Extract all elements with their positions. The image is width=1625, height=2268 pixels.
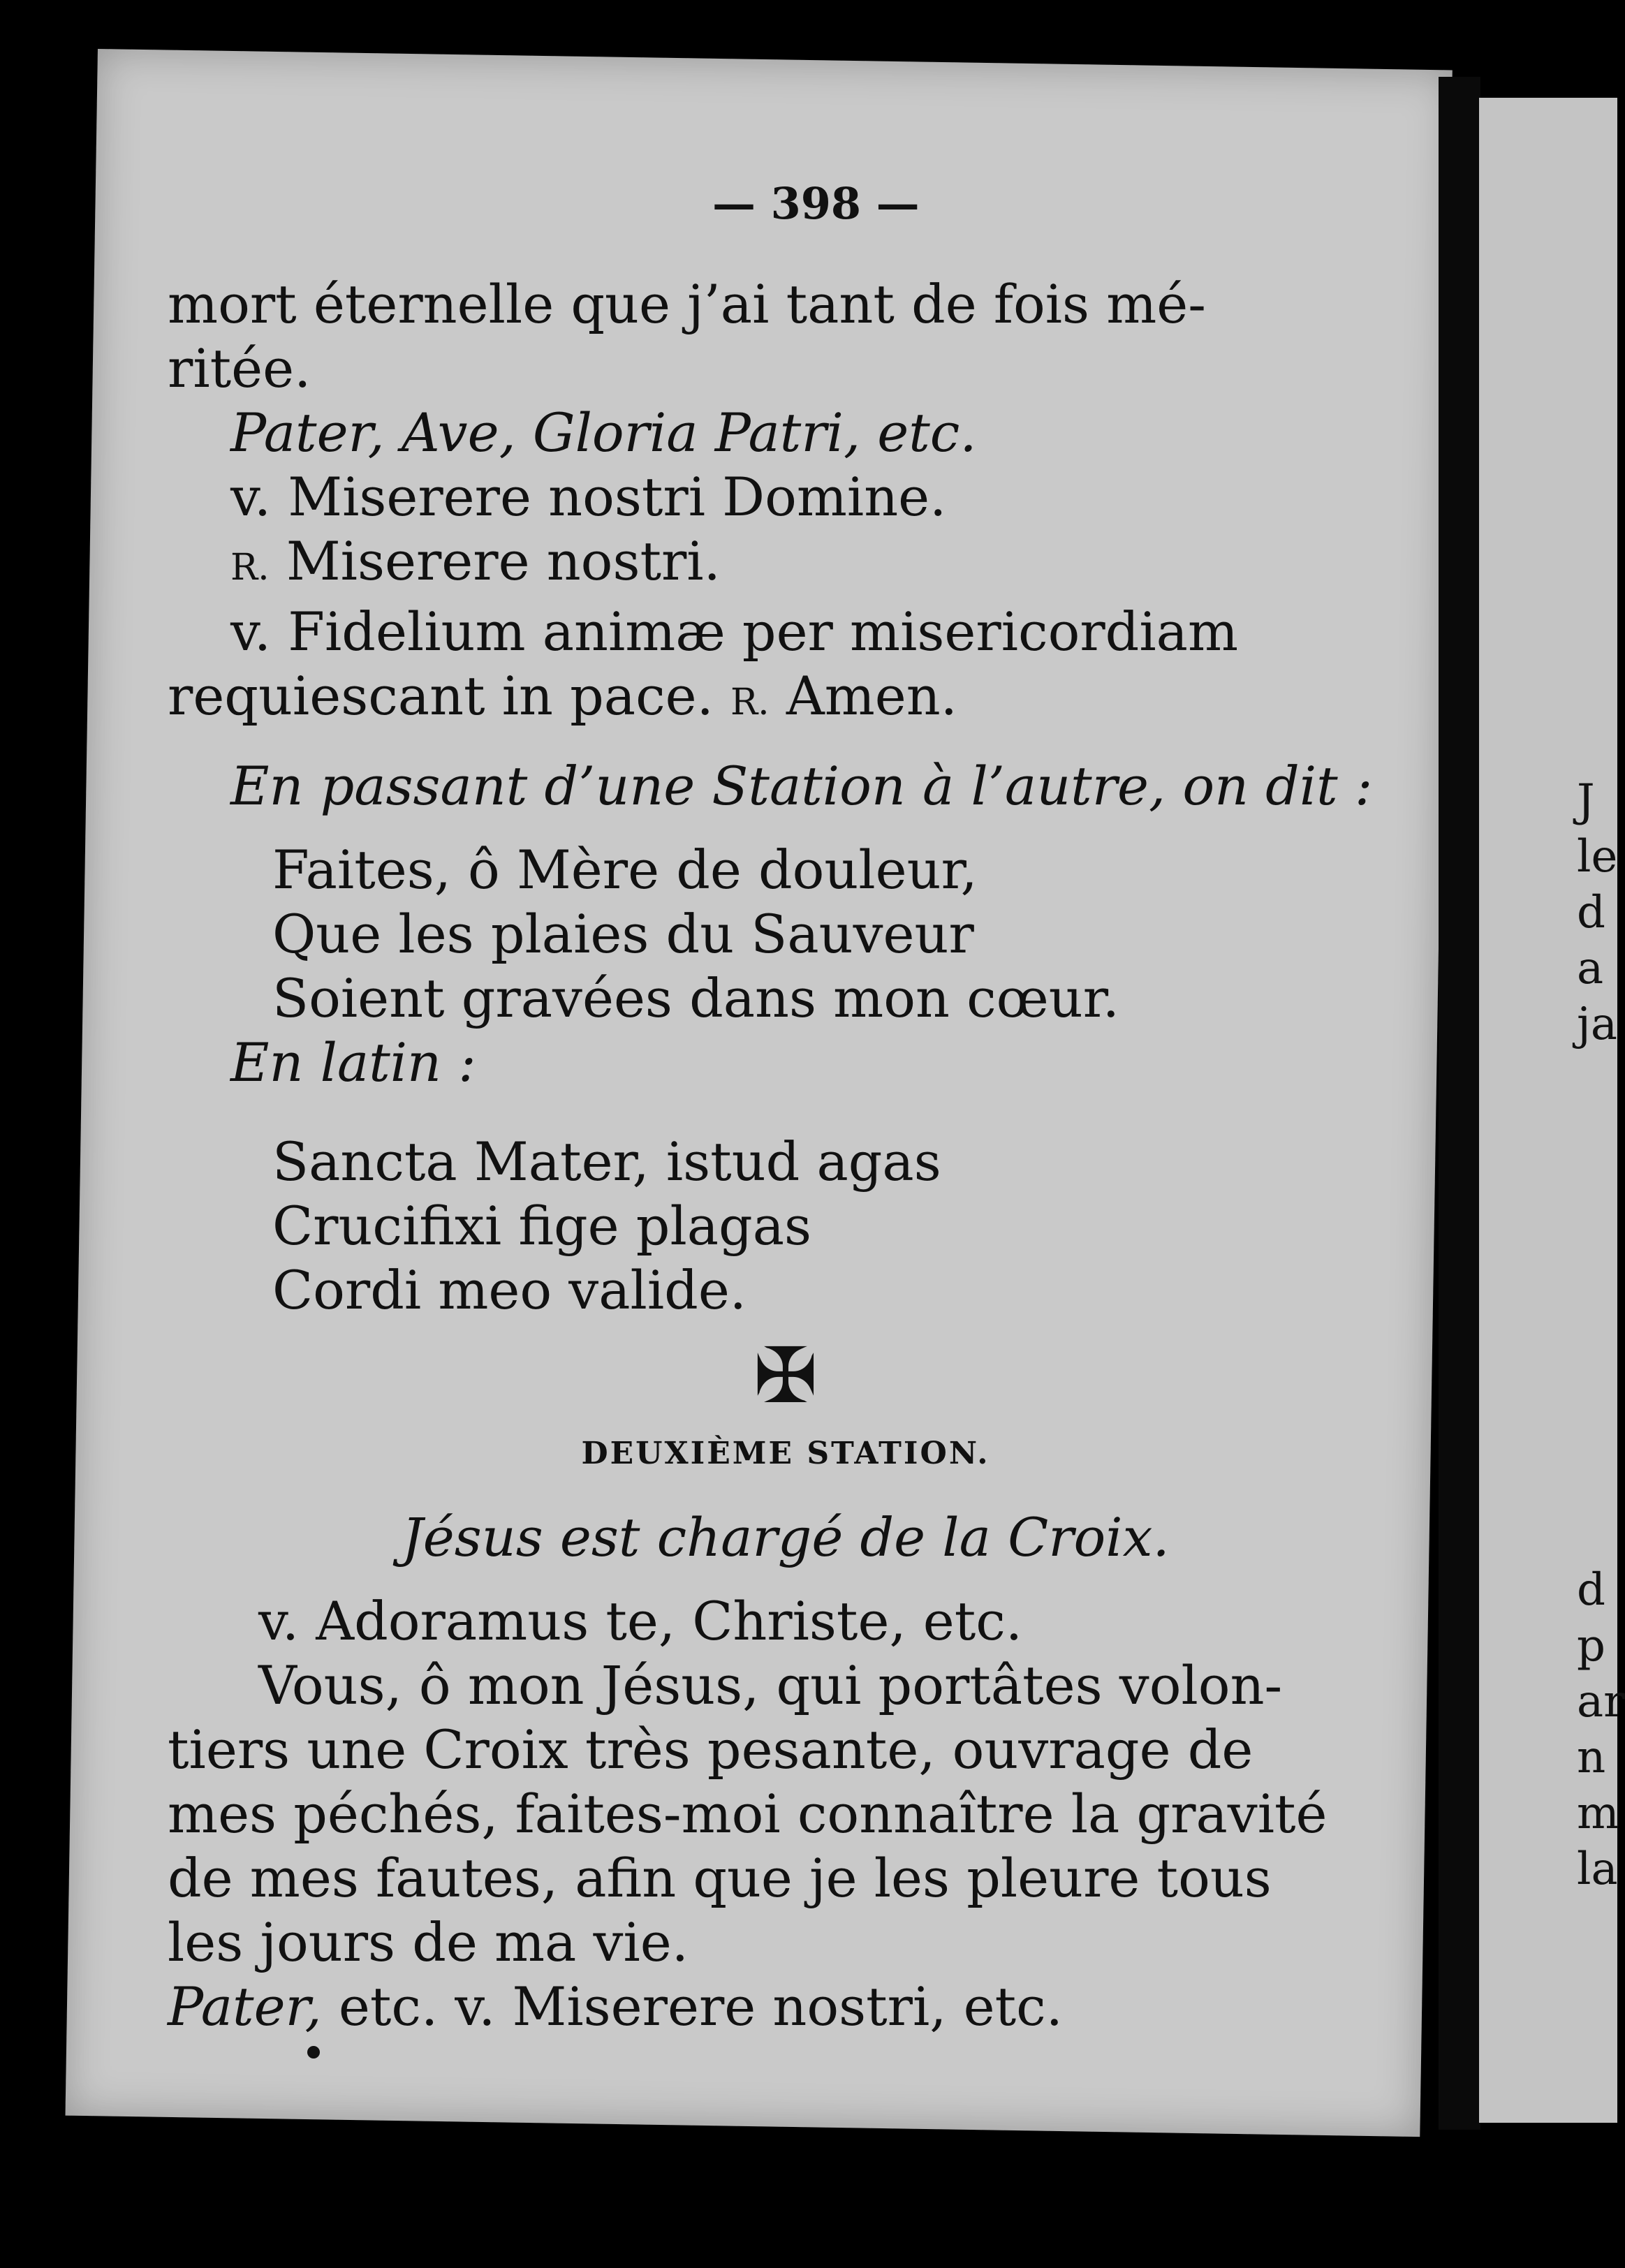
page-gutter: [1439, 77, 1480, 2130]
cross-ornament-icon: ✠: [753, 1331, 818, 1420]
verse-line: Cordi meo valide.: [272, 1259, 747, 1321]
response-mark: R.: [730, 682, 770, 723]
response-mark: R.: [230, 547, 270, 589]
text-line: [168, 1975, 1355, 2039]
response-line: [168, 529, 1355, 600]
versicle-text: Miserere nostri Domine.: [288, 466, 947, 528]
versicle-line: [168, 1589, 1355, 1654]
versicle-mark: v.: [455, 1975, 496, 2038]
verse-line: Faites, ô Mère de douleur,: [272, 839, 978, 901]
facing-fragment: p: [1577, 1620, 1605, 1672]
facing-fragment: n: [1577, 1732, 1606, 1783]
text-line: tiers une Croix très pesante, ouvrage de: [168, 1718, 1253, 1781]
versicle-mark: v.: [230, 601, 272, 663]
facing-fragment: d: [1577, 1564, 1605, 1616]
prayer-instruction: Pater, Ave, Gloria Patri, etc.: [230, 402, 977, 464]
rubric: En passant d’une Station à l’autre, on dit :: [230, 755, 1373, 817]
facing-fragment: la: [1577, 1843, 1618, 1895]
facing-fragment: ja: [1577, 999, 1617, 1050]
text-line: mort éternelle que j’ai tant de fois mé-: [168, 273, 1206, 335]
prayer-instruction: Pater,: [168, 1975, 322, 2038]
versicle-text: Fidelium animæ per misericordiam: [288, 601, 1239, 663]
verse-line: Soient gravées dans mon cœur.: [272, 967, 1119, 1029]
response-text: Miserere nostri.: [286, 530, 721, 592]
versicle-text: Adoramus te, Christe, etc.: [316, 1590, 1022, 1652]
text-line: Vous, ô mon Jésus, qui portâtes volon-: [258, 1654, 1283, 1716]
versicle-line: [168, 465, 1355, 529]
section-heading: DEUXIÈME STATION.: [581, 1436, 990, 1471]
versicle-text: Miserere nostri, etc.: [512, 1975, 1063, 2038]
facing-fragment: le: [1577, 831, 1618, 883]
text-line: les jours de ma vie.: [168, 1911, 689, 1973]
facing-fragment: J: [1577, 775, 1595, 827]
facing-fragment: d: [1577, 887, 1605, 938]
versicle-text: requiescant in pace.: [168, 665, 714, 727]
facing-fragment: m: [1577, 1788, 1619, 1839]
verse-line: Sancta Mater, istud agas: [272, 1131, 941, 1193]
versicle-line: [168, 600, 1355, 664]
facing-page: [1479, 98, 1625, 2123]
ink-speck: [307, 2046, 320, 2059]
verse-line: Crucifixi fige plagas: [272, 1195, 812, 1257]
verse-line: Que les plaies du Sauveur: [272, 903, 974, 965]
section-subheading: Jésus est chargé de la Croix.: [402, 1506, 1170, 1568]
text-line: de mes fautes, afin que je les pleure tous: [168, 1847, 1272, 1909]
facing-fragment: ar: [1577, 1676, 1625, 1728]
text-line: ritée.: [168, 337, 311, 399]
versicle-mark: v.: [258, 1590, 300, 1652]
text-line: mes péchés, faites-moi connaître la gravité: [168, 1783, 1328, 1845]
page-number: — 398 —: [712, 178, 920, 229]
text-line: [168, 664, 1355, 735]
text-fragment: etc.: [338, 1975, 439, 2038]
versicle-mark: v.: [230, 466, 272, 528]
page-text: [168, 272, 1373, 2039]
rubric: En latin :: [230, 1031, 476, 1094]
facing-fragment: a: [1577, 943, 1604, 994]
response-text: Amen.: [786, 665, 957, 727]
